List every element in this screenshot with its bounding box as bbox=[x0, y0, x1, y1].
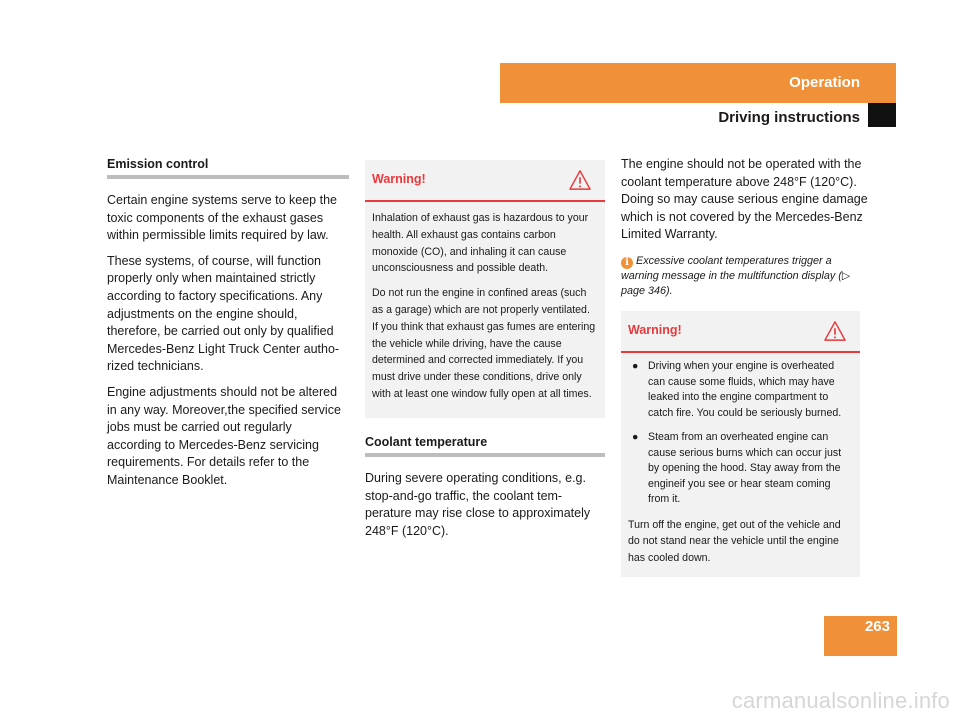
warning-bullet bbox=[628, 430, 853, 508]
coolant-paragraph: During severe operating conditions, e.g. stop-and-go traffic, the coolant tem-perature may rise close to approximately 248°F (120°C). bbox=[365, 471, 591, 538]
warning-bullet bbox=[628, 359, 853, 421]
emission-section bbox=[107, 156, 349, 498]
emission-paragraph: These systems, of course, will function properly only when maintained strictly according to factory specifications. Any adjustments on the engine should, therefore, be carried out only by qualified Mercedes-Benz Light Truck Center autho-rized technicians. bbox=[107, 253, 340, 374]
subsection-title: Driving instructions bbox=[718, 109, 860, 126]
coolant-limit-section bbox=[621, 156, 871, 299]
warning-box-exhaust bbox=[365, 160, 605, 418]
info-icon: i bbox=[621, 257, 633, 269]
coolant-limit-paragraph: The engine should not be operated with the coolant temperature above 248°F (120°C). Doing so may cause serious engine damage which is not covered by the Mercedes-Benz Limited Warranty. bbox=[621, 157, 868, 242]
coolant-rule bbox=[365, 453, 605, 457]
warning-header bbox=[365, 160, 605, 202]
coolant-section bbox=[365, 434, 605, 548]
info-note-text: Excessive coolant temperatures trigger a warning message in the multifunction display (▷ page 346). bbox=[621, 254, 851, 297]
section-title: Operation bbox=[789, 74, 860, 91]
warning-closing-text: Turn off the engine, get out of the vehicle and do not stand near the vehicle until the engine has cooled down. bbox=[628, 518, 841, 565]
emission-paragraph: Engine adjustments should not be altered in any way. Moreover,the specified service jobs must be carried out regularly according to Mercedes-Benz servicing requirements. For details refer to the Maintenance Booklet. bbox=[107, 384, 341, 487]
emission-paragraph: Certain engine systems serve to keep the toxic components of the exhaust gases within permissible limits required by law. bbox=[107, 193, 337, 243]
coolant-heading: Coolant temperature bbox=[365, 435, 488, 449]
warning-text: Inhalation of exhaust gas is hazardous to your health. All exhaust gas contains carbon monoxide (CO), and inhaling it can cause unconsciousness and possible death. bbox=[372, 212, 589, 275]
page-number: 263 bbox=[864, 618, 890, 635]
warning-label: Warning! bbox=[628, 323, 682, 337]
warning-bullet-text: Driving when your engine is overheated can cause some fluids, which may have leaked into the engine compartment to catch fire. You could be seriously burned. bbox=[648, 360, 842, 419]
bullet-dot-icon: ● bbox=[632, 431, 639, 443]
warning-triangle-icon bbox=[569, 169, 591, 191]
warning-text: Do not run the engine in confined areas (such as a garage) which are not properly ventilated. If you think that exhaust gas fumes are entering the vehicle while driving, have the cause determined and corrected immediately. If you must drive under these conditions, drive only with at least one window fully open at all times. bbox=[372, 287, 596, 400]
warning-label: Warning! bbox=[372, 172, 426, 186]
warning-triangle-icon bbox=[824, 320, 846, 342]
warning-box-overheat bbox=[621, 311, 860, 577]
info-note bbox=[621, 254, 871, 299]
emission-heading: Emission control bbox=[107, 157, 209, 171]
watermark: carmanualsonline.info bbox=[731, 688, 950, 713]
warning-header bbox=[621, 311, 860, 353]
warning-bullet-text: Steam from an overheated engine can cause serious burns which can occur just by opening the hood. Stay away from the engineif you see or hear steam coming from it. bbox=[648, 431, 842, 505]
emission-rule bbox=[107, 175, 349, 179]
bullet-dot-icon: ● bbox=[632, 360, 639, 372]
header-marker bbox=[868, 103, 896, 127]
